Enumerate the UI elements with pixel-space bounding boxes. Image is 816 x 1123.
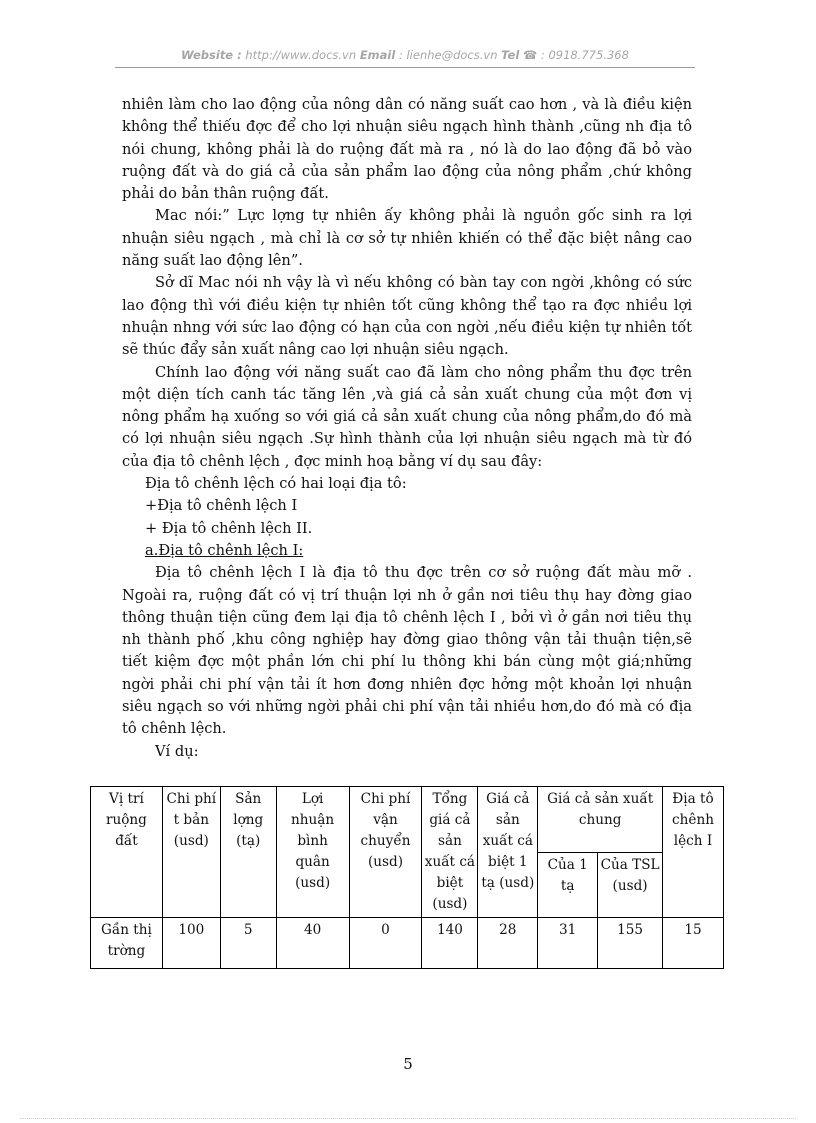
col-header-individual-price-per-unit: Giá cả sản xuất cá biệt 1 tạ (usd) [478, 787, 538, 918]
table-cell: 31 [538, 918, 598, 969]
table-cell: 5 [220, 918, 276, 969]
email-value[interactable]: : lienhe@docs.vn [398, 48, 498, 62]
list-item-rent-1: +Địa tô chênh lệch I [145, 497, 298, 515]
table-cell: 100 [162, 918, 220, 969]
page-bottom-divider [20, 1118, 796, 1119]
col-header-location: Vị trí ruộng đất [91, 787, 163, 918]
table-cell: 15 [663, 918, 724, 969]
col-header-general-price: Giá cả sản xuất chung [538, 787, 663, 853]
col-header-differential-rent: Địa tô chênh lệch I [663, 787, 724, 918]
col-header-transport-cost: Chi phí vận chuyển (usd) [349, 787, 422, 918]
col-header-capital-cost: Chi phí t bản (usd) [162, 787, 220, 918]
rent-example-table [90, 786, 724, 969]
paragraph-labor-productivity: Chính lao động với năng suất cao đã làm cho nông phẩm thu đợc trên một diện tích canh tác tăng lên ,và giá cả sản xuất chung của một đơn vị nông phẩm hạ xuống so với giá cả sản xuất chung của nông phẩm,do đó mà có lợi nhuận siêu ngạch .Sự hình thành của lợi nhuận siêu ngạch mà từ đó của địa tô chênh lệch , đợc minh hoạ bằng ví dụ sau đây: [122, 363, 692, 470]
list-item-rent-2: + Địa tô chênh lệch II. [145, 519, 313, 537]
col-header-total-individual-price: Tổng giá cả sản xuất cá biệt (usd) [422, 787, 478, 918]
table-cell: Gần thị trờng [91, 918, 163, 969]
tel-value: ☎ : 0918.775.368 [522, 48, 629, 62]
paragraph-differential-rent-1: Địa tô chênh lệch I là địa tô thu đợc trên cơ sở ruộng đất màu mỡ . Ngoài ra, ruộng đất có vị trí thuận lợi nh ở gần nơi tiêu thụ hay đờng giao thông thuận tiện cũng đem lại địa tô chênh lệch I , bởi vì ở gần nơi tiêu thụ nh thành phố ,khu công nghiệp hay đờng giao thông vận tải thuận tiện,sẽ tiết kiệm đợc một phần lớn chi phí lu thông khi bán cùng một giá;những ngời phải chi phí vận tải ít hơn đơng nhiên đợc hởng một khoản lợi nhuận siêu ngạch so với những ngời phải chi phí vận tải nhiều hơn,do đó mà có địa tô chênh lệch. [122, 564, 692, 738]
website-url[interactable]: http://www.docs.vn [245, 48, 357, 62]
table-cell: 0 [349, 918, 422, 969]
website-label: Website : [181, 48, 242, 62]
list-intro: Địa tô chênh lệch có hai loại địa tô: [145, 475, 407, 493]
col-header-output: Sản lợng (tạ) [220, 787, 276, 918]
page-header [115, 48, 695, 62]
tel-label: Tel [501, 48, 520, 62]
table-cell: 155 [598, 918, 663, 969]
table-header-row [91, 787, 724, 853]
paragraph-continuation: nhiên làm cho lao động của nông dân có năng suất cao hơn , và là điều kiện không thể thiếu đợc để cho lợi nhuận siêu ngạch hình thành ,cũng nh địa tô nói chung, không phải là do ruộng đất mà ra , nó là do lao động đã bỏ vào ruộng đất và do giá cả của sản phẩm lao động của nông phẩm ,chứ không phải do bản thân ruộng đất. [122, 96, 692, 203]
col-header-average-profit: Lợi nhuận bình quân (usd) [276, 787, 349, 918]
header-divider [115, 67, 695, 68]
table-cell: 28 [478, 918, 538, 969]
paragraph-mac-quote: Mac nói:” Lực lợng tự nhiên ấy không phải là nguồn gốc sinh ra lợi nhuận siêu ngạch , mà chỉ là cơ sở tự nhiên khiến có thể đặc biệt nâng cao năng suất lao động lên”. [122, 207, 692, 270]
col-subheader-total-output: Của TSL (usd) [598, 852, 663, 918]
email-label: Email [359, 48, 396, 62]
example-label: Ví dụ: [155, 742, 199, 760]
paragraph-explanation: Sở dĩ Mac nói nh vậy là vì nếu không có bàn tay con ngời ,không có sức lao động thì với điều kiện tự nhiên tốt cũng không thể tạo ra đợc nhiều lợi nhuận nhng với sức lao động có hạn của con ngời ,nếu điều kiện tự nhiên tốt sẽ thúc đẩy sản xuất nâng cao lợi nhuận siêu ngạch. [122, 274, 692, 359]
table-row [91, 918, 724, 969]
table-cell: 140 [422, 918, 478, 969]
section-heading: a.Địa tô chênh lệch I: [145, 541, 304, 559]
page-number: 5 [403, 1055, 413, 1073]
document-body [122, 94, 692, 763]
col-subheader-per-unit: Của 1 tạ [538, 852, 598, 918]
table-cell: 40 [276, 918, 349, 969]
